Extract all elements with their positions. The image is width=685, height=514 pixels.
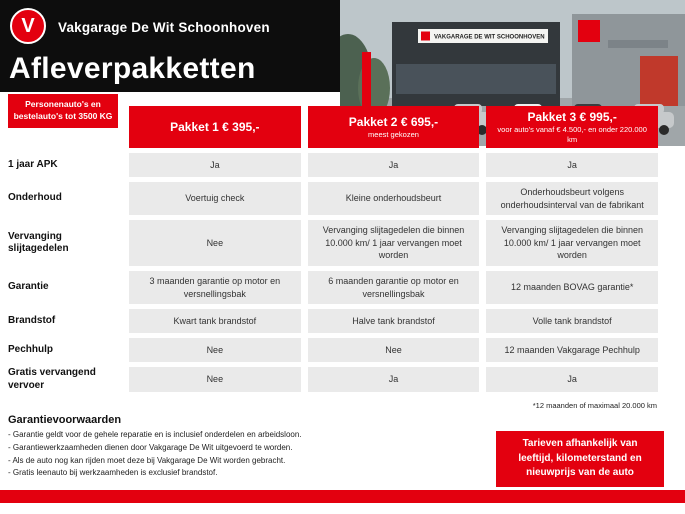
- table-cell: Kleine onderhoudsbeurt: [308, 182, 480, 215]
- table-cell: 12 maanden Vakgarage Pechhulp: [486, 338, 658, 362]
- table-cell: Onderhoudsbeurt volgens onderhoudsinterval van de fabrikant: [486, 182, 658, 215]
- package-title: Pakket 1 € 395,-: [170, 119, 260, 134]
- row-label-vervangend-vervoer: Gratis vervangend vervoer: [8, 367, 96, 391]
- package-title: Pakket 3 € 995,-: [527, 109, 617, 124]
- table-cell: Nee: [129, 367, 301, 392]
- warranty-item: - Garantie geldt voor de gehele reparatie en is inclusief onderdelen en arbeidsloon.: [8, 430, 302, 439]
- warranty-section: [8, 414, 348, 480]
- table-footnote: *12 maanden of maximaal 20.000 km: [532, 401, 657, 410]
- row-label-pechhulp: Pechhulp: [8, 343, 54, 355]
- table-corner-spacer: [8, 106, 122, 148]
- package-title: Pakket 2 € 695,-: [348, 114, 439, 129]
- package-subtitle: meest gekozen: [368, 129, 419, 139]
- price-notice: Tarieven afhankelijk van leeftijd, kilometerstand en nieuwprijs van de auto: [496, 431, 664, 487]
- row-label-apk: 1 jaar APK: [8, 158, 58, 170]
- table-cell: Vervanging slijtagedelen die binnen 10.000 km/ 1 jaar vervangen moet worden: [486, 220, 658, 266]
- row-label-garantie: Garantie: [8, 281, 49, 293]
- table-cell: Halve tank brandstof: [308, 309, 480, 333]
- warranty-title: Garantievoorwaarden: [8, 414, 122, 426]
- table-cell: Ja: [308, 367, 480, 392]
- row-label-onderhoud: Onderhoud: [8, 192, 62, 204]
- warranty-item: - Garantiewerkzaamheden dienen door Vakgarage De Wit uitgevoerd te worden.: [8, 442, 293, 452]
- table-cell: Nee: [308, 338, 480, 362]
- table-cell: Ja: [486, 153, 658, 177]
- table-cell: Ja: [486, 367, 658, 392]
- table-cell: Nee: [129, 338, 301, 362]
- table-cell: Voertuig check: [129, 182, 301, 215]
- brand-logo-icon: V: [10, 8, 46, 44]
- warranty-item: - Als de auto nog kan rijden moet deze bij Vakgarage De Wit worden gebracht.: [8, 455, 286, 465]
- brand-name: Vakgarage De Wit Schoonhoven: [58, 20, 270, 35]
- table-cell: Volle tank brandstof: [486, 309, 658, 333]
- table-cell: Kwart tank brandstof: [129, 309, 301, 333]
- table-cell: Ja: [129, 153, 301, 177]
- vehicle-badge: Personenauto's en bestelauto's tot 3500 KG: [8, 94, 118, 128]
- row-label-brandstof: Brandstof: [8, 314, 56, 326]
- package-header-3: [486, 106, 658, 148]
- row-label-slijtagedelen: Vervanging slijtagedelen: [8, 230, 69, 255]
- table-cell: Nee: [129, 220, 301, 266]
- page-title: Afleverpakketten: [9, 52, 256, 85]
- package-subtitle: voor auto's vanaf € 4.500,- en onder 220.000 km: [497, 124, 647, 144]
- package-header-2: [308, 106, 480, 148]
- table-cell: 12 maanden BOVAG garantie*: [486, 271, 658, 304]
- table-cell: Vervanging slijtagedelen die binnen 10.000 km/ 1 jaar vervangen moet worden: [308, 220, 480, 266]
- package-table: [8, 106, 658, 392]
- table-cell: 6 maanden garantie op motor en versnellingsbak: [308, 271, 480, 304]
- bottom-bar: [0, 490, 685, 503]
- photo-sign-text: VAKGARAGE DE WIT SCHOONHOVEN: [434, 34, 545, 41]
- warranty-item: - Gratis leenauto bij werkzaamheden is exclusief brandstof.: [8, 468, 218, 478]
- table-cell: Ja: [308, 153, 480, 177]
- package-header-1: [129, 106, 301, 148]
- table-cell: 3 maanden garantie op motor en versnellingsbak: [129, 271, 301, 304]
